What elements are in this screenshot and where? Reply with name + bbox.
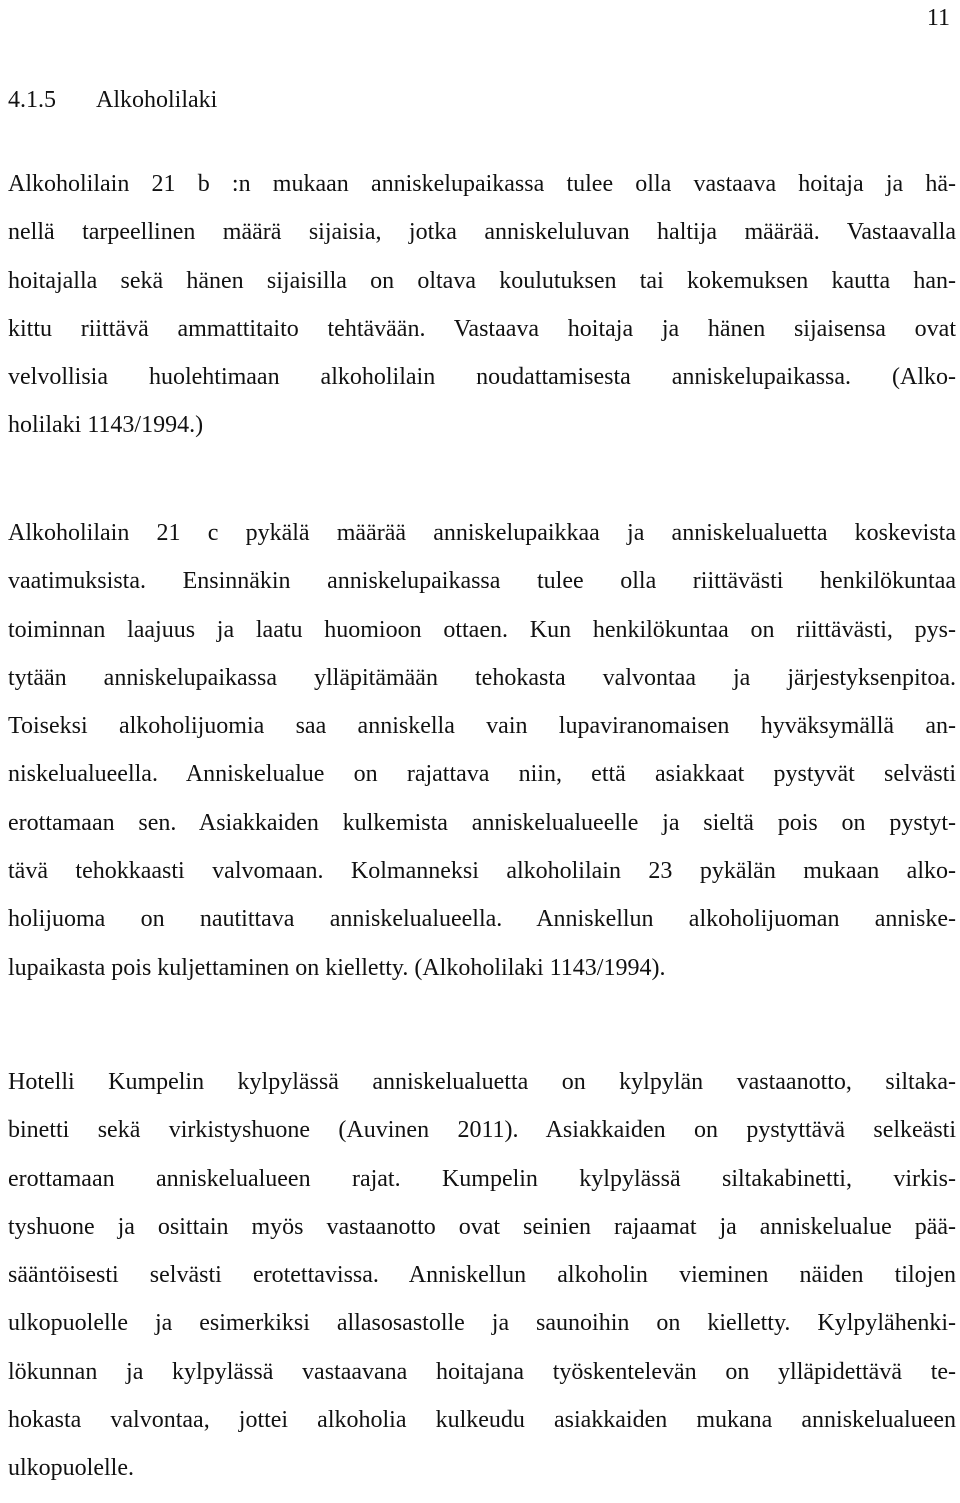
text-line: ulkopuolelle.: [8, 1455, 134, 1482]
text-line: kittu riittävä ammattitaito tehtävään. Vastaava hoitaja ja hänen sijaisensa ovat: [8, 315, 956, 342]
text-line: hoitajalla sekä hänen sijaisilla on oltava koulutuksen tai kokemuksen kautta han-: [8, 267, 956, 294]
text-line: binetti sekä virkistyshuone (Auvinen 2011). Asiakkaiden on pystyttävä selkeästi: [8, 1117, 956, 1144]
text-line: Alkoholilain 21 c pykälä määrää anniskelupaikkaa ja anniskelualuetta koskevista: [8, 520, 956, 546]
text-line: holijuoma on nautittava anniskelualueella. Anniskellun alkoholijuoman anniske-: [8, 906, 956, 933]
text-line: ulkopuolelle ja esimerkiksi allasosastolle ja saunoihin on kielletty. Kylpylähenki-: [8, 1310, 956, 1337]
text-line: tyshuone ja osittain myös vastaanotto ovat seinien rajaamat ja anniskelualue pää-: [8, 1213, 956, 1240]
text-line: erottamaan anniskelualueen rajat. Kumpelin kylpylässä siltakabinetti, virkis-: [8, 1165, 956, 1192]
text-line: tytään anniskelupaikassa ylläpitämään tehokasta valvontaa ja järjestyksenpitoa.: [8, 664, 956, 691]
paragraph-1: [8, 160, 956, 450]
paragraph-3: [8, 1058, 956, 1493]
section-heading: [8, 84, 217, 116]
section-title: Alkoholilaki: [96, 87, 218, 113]
text-line: lupaikasta pois kuljettaminen on kielletty. (Alkoholilaki 1143/1994).: [8, 954, 666, 981]
section-number: 4.1.5: [8, 87, 56, 113]
text-line: toiminnan laajuus ja laatu huomioon ottaen. Kun henkilökuntaa on riittävästi, pys-: [8, 616, 956, 643]
text-line: Alkoholilain 21 b :n mukaan anniskelupaikassa tulee olla vastaava hoitaja ja hä-: [8, 171, 956, 197]
text-line: velvollisia huolehtimaan alkoholilain noudattamisesta anniskelupaikassa. (Alko-: [8, 364, 956, 391]
text-line: Hotelli Kumpelin kylpylässä anniskelualuetta on kylpylän vastaanotto, siltaka-: [8, 1069, 956, 1095]
text-line: holilaki 1143/1994.): [8, 412, 204, 439]
text-line: vaatimuksista. Ensinnäkin anniskelupaikassa tulee olla riittävästi henkilökuntaa: [8, 568, 956, 595]
page-number: 11: [926, 5, 950, 31]
text-line: erottamaan sen. Asiakkaiden kulkemista anniskelualueelle ja sieltä pois on pystyt-: [8, 809, 956, 836]
text-line: nellä tarpeellinen määrä sijaisia, jotka anniskeluluvan haltija määrää. Vastaavalla: [8, 219, 956, 246]
text-line: Toiseksi alkoholijuomia saa anniskella vain lupaviranomaisen hyväksymällä an-: [8, 713, 956, 740]
text-line: tävä tehokkaasti valvomaan. Kolmanneksi alkoholilain 23 pykälän mukaan alko-: [8, 858, 956, 885]
paragraph-2: [8, 509, 956, 992]
text-line: lökunnan ja kylpylässä vastaavana hoitajana työskentelevän on ylläpidettävä te-: [8, 1358, 956, 1385]
text-line: niskelualueella. Anniskelualue on rajattava niin, että asiakkaat pystyvät selvästi: [8, 761, 956, 788]
text-line: hokasta valvontaa, jottei alkoholia kulkeudu asiakkaiden mukana anniskelualueen: [8, 1407, 956, 1434]
text-line: sääntöisesti selvästi erotettavissa. Anniskellun alkoholin vieminen näiden tilojen: [8, 1262, 956, 1289]
